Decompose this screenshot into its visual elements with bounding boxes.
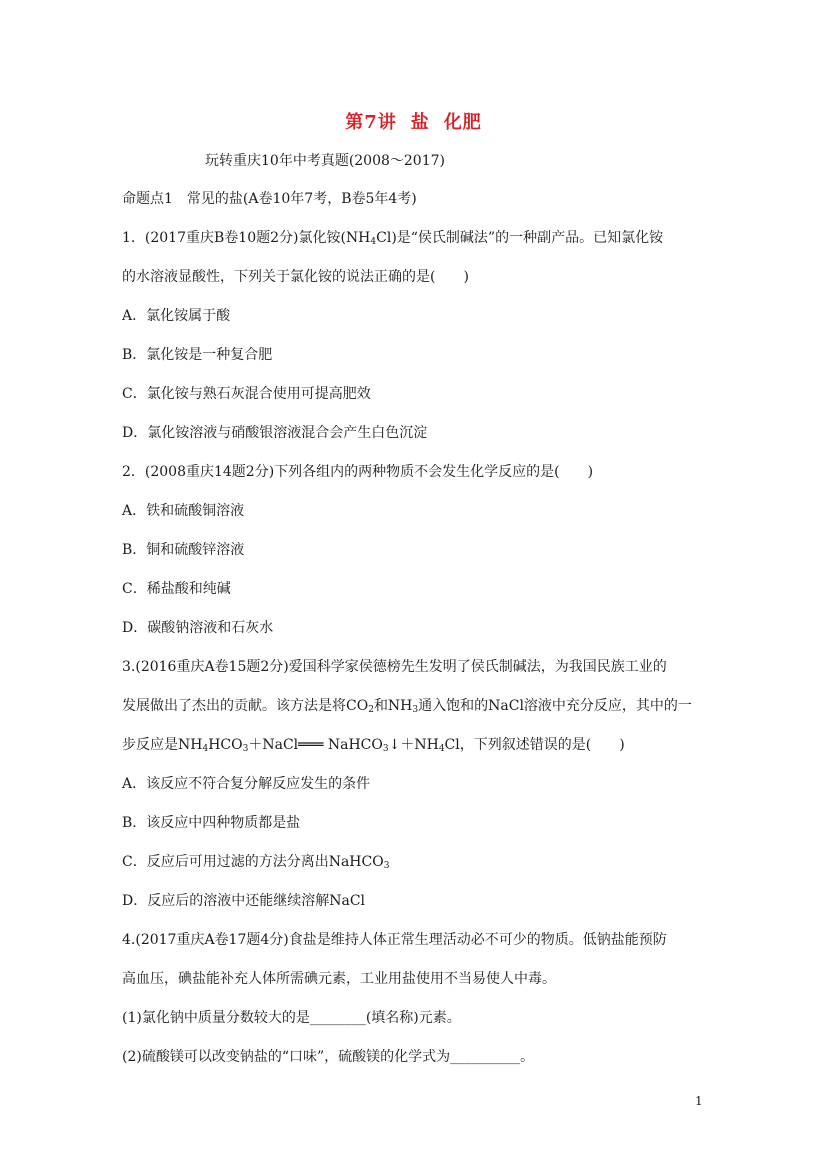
subtitle: 玩转重庆10年中考真题(2008～2017) <box>205 153 445 169</box>
q2-option-b: B．铜和硫酸锌溶液 <box>122 542 245 558</box>
q1-option-b: B．氯化铵是一种复合肥 <box>122 347 273 363</box>
q1-option-a: A．氯化铵属于酸 <box>122 308 231 324</box>
q4-stem-line1: 4.(2017重庆A卷17题4分)食盐是维持人体正常生理活动必不可少的物质。低钠盐能预防 <box>122 932 667 948</box>
page-number: 1 <box>695 1094 703 1108</box>
q3-option-c: C．反应后可用过滤的方法分离出NaHCO$_3$ <box>122 854 390 871</box>
q1-option-d: D．氯化铵溶液与硝酸银溶液混合会产生白色沉淀 <box>122 425 428 441</box>
q2-option-a: A．铁和硫酸铜溶液 <box>122 503 245 519</box>
q3-stem-line2: 发展做出了杰出的贡献。该方法是将$CO_2$和$NH_3$通入饱和的NaCl溶液中充分反应，其中的一 <box>122 698 692 715</box>
topic-heading: 命题点1 常见的盐(A卷10年7考，B卷5年4考) <box>122 191 417 207</box>
q2-option-c: C．稀盐酸和纯碱 <box>122 581 231 597</box>
q1-stem-line1: 1．(2017重庆B卷10题2分)氯化铵$(NH_4Cl)$是“侯氏制碱法”的一种副产品。已知氯化铵 <box>122 230 664 247</box>
q3-option-a: A．该反应不符合复分解反应发生的条件 <box>122 776 371 792</box>
q1-stem-line2: 的水溶液显酸性，下列关于氯化铵的说法正确的是( ) <box>122 269 469 285</box>
q3-stem-line3: 步反应是$NH_4HCO_3+NaCl═══$ $NaHCO_3↓+NH_4Cl$，下列叙述错误的是( ) <box>122 737 625 754</box>
q2-option-d: D．碳酸钠溶液和石灰水 <box>122 620 274 636</box>
page-title: 第7讲 盐 化肥 <box>345 112 482 133</box>
q2-stem: 2．(2008重庆14题2分)下列各组内的两种物质不会发生化学反应的是( ) <box>122 464 594 480</box>
q4-subquestion-1: (1)氯化钠中质量分数较大的是________(填名称)元素。 <box>122 1010 461 1026</box>
q1-option-c: C．氯化铵与熟石灰混合使用可提高肥效 <box>122 386 371 402</box>
q3-stem-line1: 3.(2016重庆A卷15题2分)爱国科学家侯德榜先生发明了侯氏制碱法，为我国民族工业的 <box>122 659 667 675</box>
q3-option-d: D．反应后的溶液中还能继续溶解NaCl <box>122 893 366 909</box>
q4-subquestion-2: (2)硫酸镁可以改变钠盐的“口味”，硫酸镁的化学式为__________。 <box>122 1049 535 1065</box>
q4-stem-line2: 高血压，碘盐能补充人体所需碘元素，工业用盐使用不当易使人中毒。 <box>122 971 556 987</box>
q3-option-b: B．该反应中四种物质都是盐 <box>122 815 301 831</box>
